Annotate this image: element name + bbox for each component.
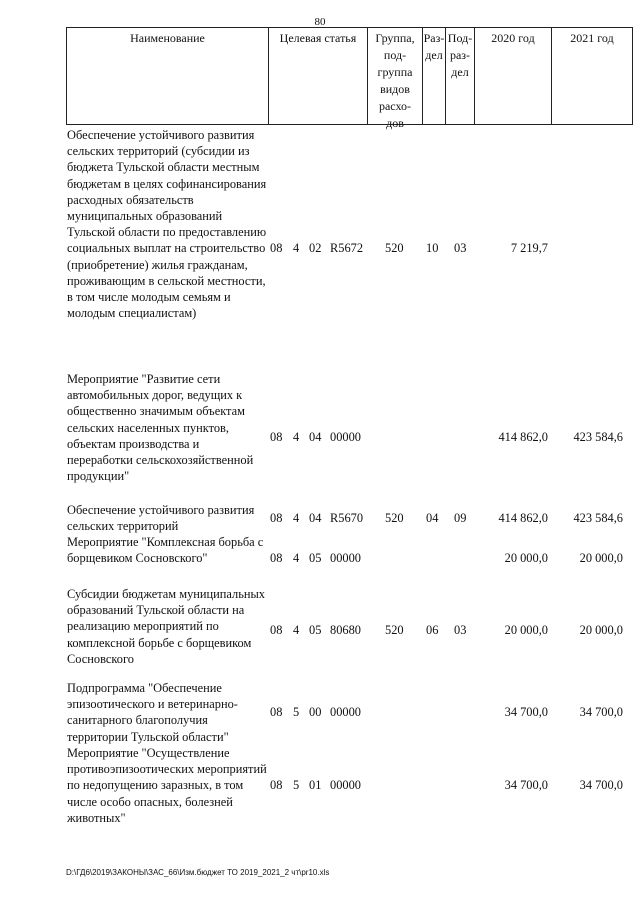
header-subsection: Под- раз- дел bbox=[446, 28, 475, 124]
row-name: Обеспечение устойчивого развития сельских территорий (субсидии из бюджета Тульской области местным бюджетам в целях софинансирования расходных обязательств муниципальных образований Тульской области по предоставлению социальных выплат на строительство (приобретение) жилья гражданам, проживающим в сельской местности, в том числе молодым семьям и молодым специалистам) bbox=[67, 128, 267, 321]
table-header bbox=[66, 27, 633, 130]
row-name: Обеспечение устойчивого развития сельских территорий bbox=[67, 503, 255, 534]
row-y2020: 20 000,0 bbox=[504, 551, 548, 565]
row-y2021: 423 584,6 bbox=[573, 511, 623, 525]
row-y2021: 20 000,0 bbox=[579, 551, 623, 565]
header-2020: 2020 год bbox=[475, 28, 552, 124]
row-y2020: 414 862,0 bbox=[498, 430, 548, 444]
row-name: Мероприятие "Осуществление противоэпизоотических мероприятий по недопущению заразных, в том числе особо опасных, болезней животных" bbox=[67, 746, 267, 825]
row-c2: 4 bbox=[293, 430, 300, 444]
row-c2: 5 bbox=[293, 778, 300, 792]
row-c3: 05 bbox=[309, 623, 322, 637]
row-y2020: 7 219,7 bbox=[510, 241, 548, 255]
row-subsection: 09 bbox=[454, 511, 467, 525]
header-group: Группа, под- группа видов расхо- дов bbox=[368, 28, 423, 124]
row-subsection: 03 bbox=[454, 241, 467, 255]
header-section: Раз- дел bbox=[423, 28, 446, 124]
row-c3: 01 bbox=[309, 778, 322, 792]
row-c3: 02 bbox=[309, 241, 322, 255]
row-c4: 00000 bbox=[330, 430, 361, 444]
row-section: 10 bbox=[426, 241, 439, 255]
row-y2020: 34 700,0 bbox=[504, 705, 548, 719]
row-c3: 05 bbox=[309, 551, 322, 565]
row-y2021: 20 000,0 bbox=[579, 623, 623, 637]
row-name: Субсидии бюджетам муниципальных образований Тульской области на реализацию мероприятий по комплексной борьбе с борщевиком Сосновского bbox=[67, 587, 266, 666]
row-group: 520 bbox=[385, 623, 404, 637]
row-name: Подпрограмма "Обеспечение эпизоотического и ветеринарно-санитарного благополучия территории Тульской области" bbox=[67, 681, 238, 744]
row-c2: 5 bbox=[293, 705, 300, 719]
header-2021: 2021 год bbox=[570, 31, 614, 45]
row-name: Мероприятие "Комплексная борьба с борщевиком Сосновского" bbox=[67, 535, 264, 566]
row-c2: 4 bbox=[293, 241, 300, 255]
row-c3: 04 bbox=[309, 430, 322, 444]
row-y2020: 34 700,0 bbox=[504, 778, 548, 792]
row-y2021: 34 700,0 bbox=[579, 705, 623, 719]
row-c4: R5670 bbox=[330, 511, 364, 525]
row-c2: 4 bbox=[293, 623, 300, 637]
row-c1: 08 bbox=[270, 511, 283, 525]
row-c1: 08 bbox=[270, 430, 283, 444]
row-y2020: 20 000,0 bbox=[504, 623, 548, 637]
row-c4: 00000 bbox=[330, 705, 361, 719]
row-c1: 08 bbox=[270, 623, 283, 637]
row-section: 06 bbox=[426, 623, 439, 637]
row-c1: 08 bbox=[270, 551, 283, 565]
row-c4: R5672 bbox=[330, 241, 364, 255]
row-subsection: 03 bbox=[454, 623, 467, 637]
row-name: Мероприятие "Развитие сети автомобильных дорог, ведущих к общественно значимым объектам сельских населенных пунктов, объектам производства и переработки сельскохозяйственной продукции" bbox=[67, 372, 254, 484]
header-target: Целевая статья bbox=[269, 28, 368, 124]
row-y2021: 423 584,6 bbox=[573, 430, 623, 444]
row-c2: 4 bbox=[293, 511, 300, 525]
row-section: 04 bbox=[426, 511, 439, 525]
row-y2020: 414 862,0 bbox=[498, 511, 548, 525]
row-group: 520 bbox=[385, 241, 404, 255]
row-c2: 4 bbox=[293, 551, 300, 565]
row-c4: 80680 bbox=[330, 623, 361, 637]
row-c4: 00000 bbox=[330, 778, 361, 792]
row-c4: 00000 bbox=[330, 551, 361, 565]
row-group: 520 bbox=[385, 511, 404, 525]
file-path-footer: D:\ГД6\2019\ЗАКОНЫ\ЗАС_66\Изм.бюджет ТО 2019_2021_2 чт\pr10.xls bbox=[66, 868, 330, 877]
row-c1: 08 bbox=[270, 241, 283, 255]
row-c3: 00 bbox=[309, 705, 322, 719]
page-number: 80 bbox=[314, 16, 326, 28]
row-c1: 08 bbox=[270, 705, 283, 719]
header-name: Наименование bbox=[67, 28, 269, 124]
row-c3: 04 bbox=[309, 511, 322, 525]
row-c1: 08 bbox=[270, 778, 283, 792]
row-y2021: 34 700,0 bbox=[579, 778, 623, 792]
